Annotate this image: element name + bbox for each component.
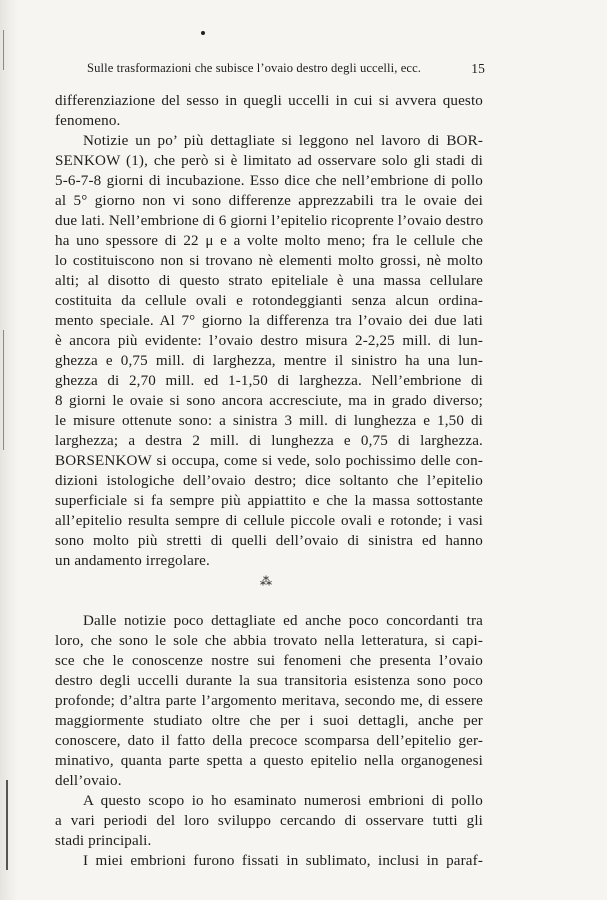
text-line: destro degli uccelli durante la sua transitoria esistenza sono poco [55, 673, 483, 689]
text-line: maggiormente studiato oltre che per i suoi dettagli, anche per [55, 713, 483, 729]
text-line: ghezza di 2,70 mill. ed 1-1,50 di larghezza. Nell’embrione di [55, 373, 483, 389]
text-line: sce che le conoscenze nostre sui fenomeni che presenta l’ovaio [55, 653, 483, 669]
text-line: è ancora più evidente: l’ovaio destro misura 2-2,25 mill. di lun- [55, 333, 483, 349]
text-line: mento speciale. Al 7° giorno la differenza tra l’ovaio dei due lati [55, 313, 483, 329]
text-line: superficiale si fa sempre più appiattito e che la massa sottostante [55, 493, 483, 509]
binding-mark [6, 780, 8, 870]
text-line: un andamento irregolare. [55, 553, 210, 569]
text-line: differenziazione del sesso in quegli uccelli in cui si avvera questo [55, 93, 483, 109]
text-line: all’epitelio resulta sempre di cellule piccole ovali e rotonde; i vasi [55, 513, 483, 529]
text-line: ghezza e 0,75 mill. di larghezza, mentre il sinistro ha una lun- [55, 353, 483, 369]
text-line: dell’ovaio. [55, 773, 122, 789]
text-line: I miei embrioni furono fissati in sublimato, inclusi in paraf- [83, 853, 483, 869]
text-line: a vari periodi del loro sviluppo cercando di osservare tutti gli [55, 813, 483, 829]
text-line: al 5° giorno non vi sono differenze apprezzabili tra le ovaie dei [55, 193, 483, 209]
text-line: sono molto più stretti di quelli dell’ovaio di sinistra ed hanno [55, 533, 483, 549]
text-line: le misure ottenute sono: a sinistra 3 mill. di lunghezza e 1,50 di [55, 413, 483, 429]
text-line: Notizie un po’ più dettagliate si leggono nel lavoro di BOR- [83, 133, 483, 149]
text-line: 8 giorni le ovaie si sono ancora accresciute, ma in grado diverso; [55, 393, 483, 409]
text-line: minativo, quanta parte spetta a questo epitelio nella organogenesi [55, 753, 483, 769]
text-line: alti; al disotto di questo strato epiteliale è una massa cellulare [55, 273, 483, 289]
text-line: lo costituiscono non si trovano nè elementi molto grossi, nè molto [55, 253, 483, 269]
binding-mark [3, 330, 4, 450]
text-line: fenomeno. [55, 113, 121, 129]
binding-mark [3, 30, 4, 70]
text-line: 5-6-7-8 giorni di incubazione. Esso dice che nell’embrione di pollo [55, 173, 483, 189]
text-line: loro, che sono le sole che abbia trovato nella letteratura, si capi- [55, 633, 483, 649]
page-number: 15 [471, 61, 485, 76]
text-line: conoscere, dato il fatto della precoce scomparsa dell’epitelio ger- [55, 733, 483, 749]
text-line: dizioni istologiche dell’ovaio destro; dice soltanto che l’epitelio [55, 473, 483, 489]
text-line: stadi principali. [55, 833, 152, 849]
page-gutter [0, 0, 18, 900]
text-line: due lati. Nell’embrione di 6 giorni l’epitelio ricoprente l’ovaio destro [55, 213, 484, 229]
text-line: A questo scopo io ho esaminato numerosi embrioni di pollo [83, 793, 483, 809]
text-line: BORSENKOW si occupa, come si vede, solo pochissimo delle con- [55, 453, 483, 469]
section-separator: ⁂ [260, 574, 272, 588]
text-line: SENKOW (1), che però si è limitato ad osservare solo gli stadi di [55, 153, 483, 169]
text-line: profonde; d’altra parte l’argomento meritava, secondo me, di essere [55, 693, 483, 709]
text-line: ha uno spessore di 22 μ e a volte molto meno; fra le cellule che [55, 233, 483, 249]
ink-speck [201, 31, 205, 35]
text-line: Dalle notizie poco dettagliate ed anche poco concordanti tra [83, 613, 483, 629]
text-line: costituita da cellule ovali e rotondeggianti senza alcun ordina- [55, 293, 483, 309]
running-title: Sulle trasformazioni che subisce l’ovaio destro degli uccelli, ecc. [87, 61, 422, 75]
text-line: larghezza; a destra 2 mill. di lunghezza e 0,75 di larghezza. [55, 433, 483, 449]
running-header [87, 61, 485, 81]
